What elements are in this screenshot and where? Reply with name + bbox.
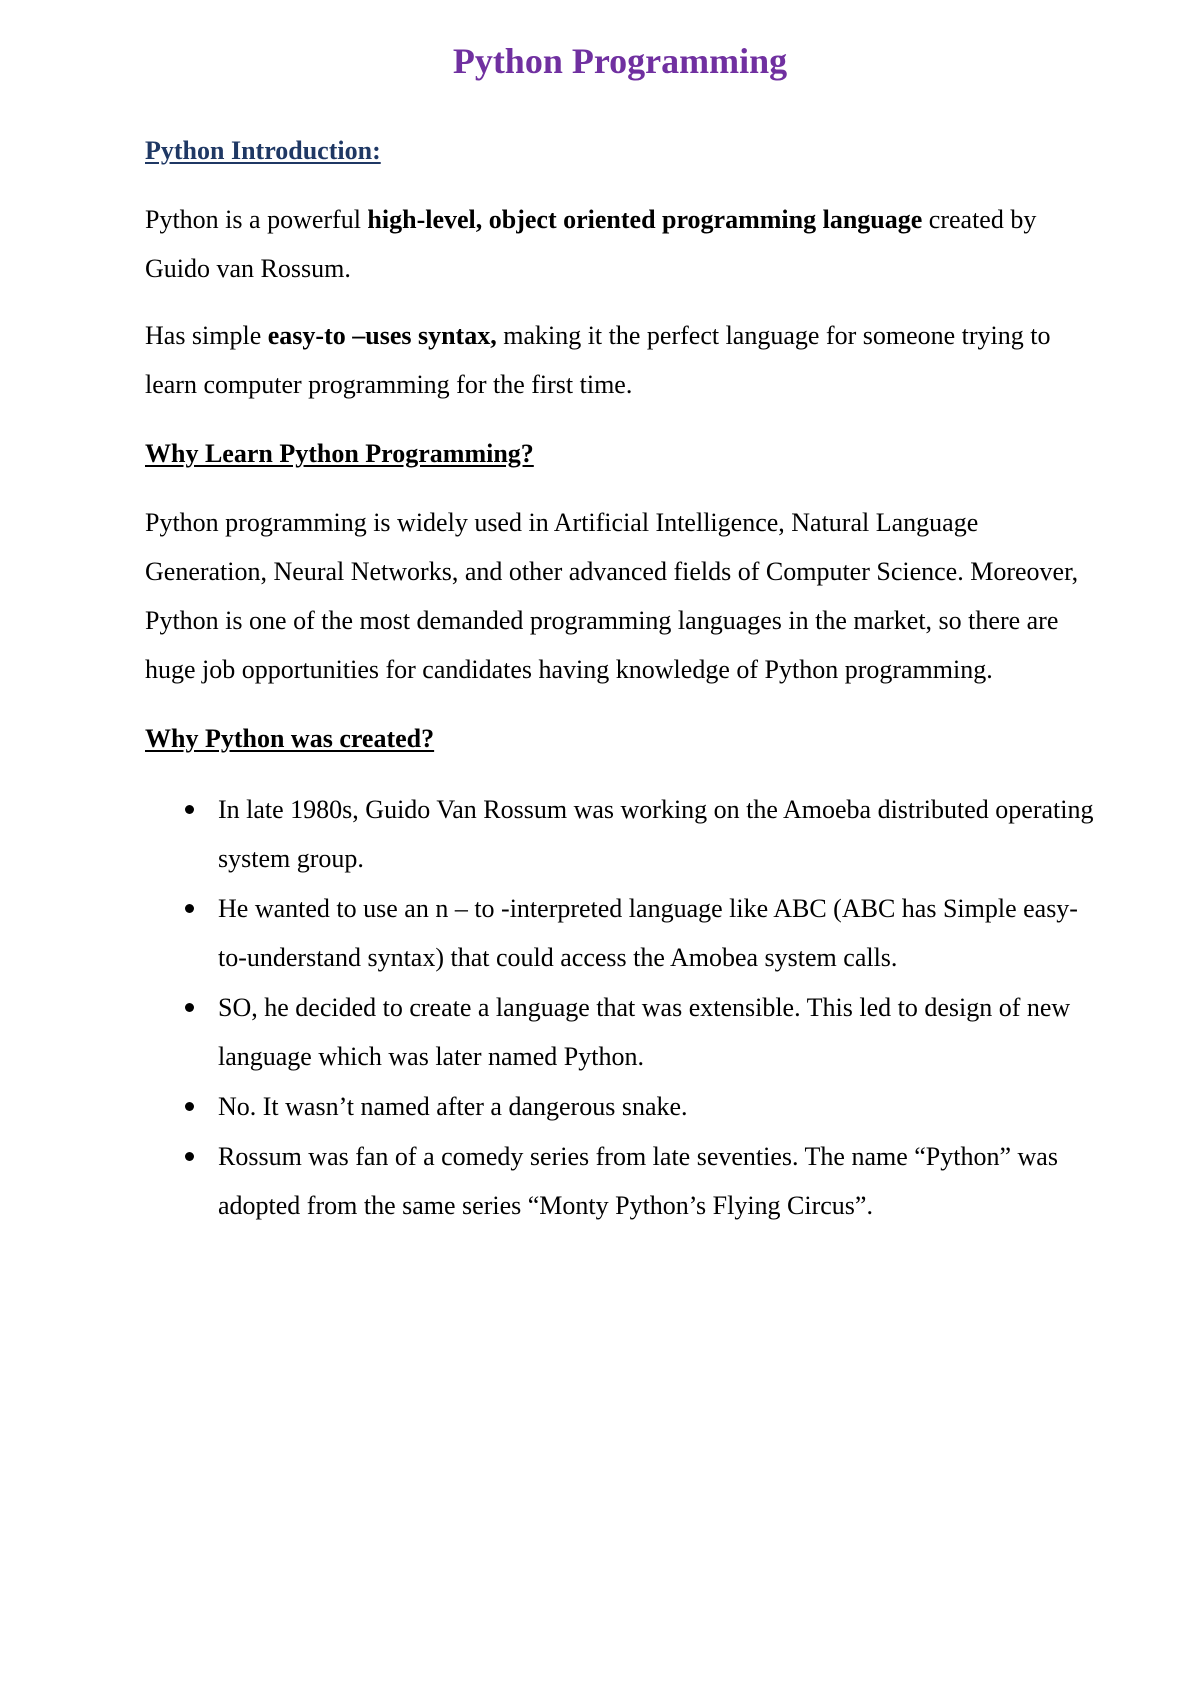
list-item bbox=[145, 983, 1100, 1081]
intro-p2-text: Has simple bbox=[145, 321, 268, 350]
intro-p2-bold: easy-to –uses syntax, bbox=[267, 321, 497, 350]
bullet-icon bbox=[185, 1102, 194, 1111]
intro-p2-text-end: making it the perfect language for someone trying to learn computer programming for the first time. bbox=[145, 321, 1051, 399]
document-body bbox=[145, 126, 1100, 1231]
why-created-heading: Why Python was created? bbox=[145, 724, 435, 753]
list-item bbox=[145, 785, 1100, 883]
bullet-icon bbox=[185, 904, 194, 913]
list-item-text: He wanted to use an n – to -interpreted language like ABC (ABC has Simple easy-to-understand syntax) that could access the Amobea system calls. bbox=[218, 894, 1078, 972]
why-learn-paragraph: Python programming is widely used in Artificial Intelligence, Natural Language Generation, Neural Networks, and other advanced fields of Computer Science. Moreover, Python is one of the most demanded programming languages in the market, so there are huge job opportunities for candidates having knowledge of Python programming. bbox=[145, 508, 1079, 684]
intro-paragraph-1 bbox=[145, 195, 1100, 293]
why-created-list bbox=[145, 785, 1100, 1230]
intro-paragraph-2 bbox=[145, 311, 1100, 409]
page-title: Python Programming bbox=[452, 41, 788, 81]
intro-heading: Python Introduction: bbox=[145, 136, 381, 165]
list-item-text: SO, he decided to create a language that was extensible. This led to design of new language which was later named Python. bbox=[218, 993, 1071, 1071]
intro-p1-text-end: created by Guido van Rossum. bbox=[145, 205, 1037, 283]
list-item-text: Rossum was fan of a comedy series from late seventies. The name “Python” was adopted from the same series “Monty Python’s Flying Circus”. bbox=[218, 1142, 1058, 1220]
list-item bbox=[145, 884, 1100, 982]
list-item-text: No. It wasn’t named after a dangerous snake. bbox=[218, 1092, 688, 1121]
bullet-icon bbox=[185, 1003, 194, 1012]
bullet-icon bbox=[185, 805, 194, 814]
list-item-text: In late 1980s, Guido Van Rossum was working on the Amoeba distributed operating system group. bbox=[218, 795, 1094, 873]
list-item bbox=[145, 1082, 1100, 1131]
bullet-icon bbox=[185, 1152, 194, 1161]
list-item bbox=[145, 1132, 1100, 1230]
intro-p1-text: Python is a powerful bbox=[145, 205, 368, 234]
intro-p1-bold: high-level, object oriented programming language bbox=[367, 205, 923, 234]
why-learn-heading: Why Learn Python Programming? bbox=[145, 439, 534, 468]
